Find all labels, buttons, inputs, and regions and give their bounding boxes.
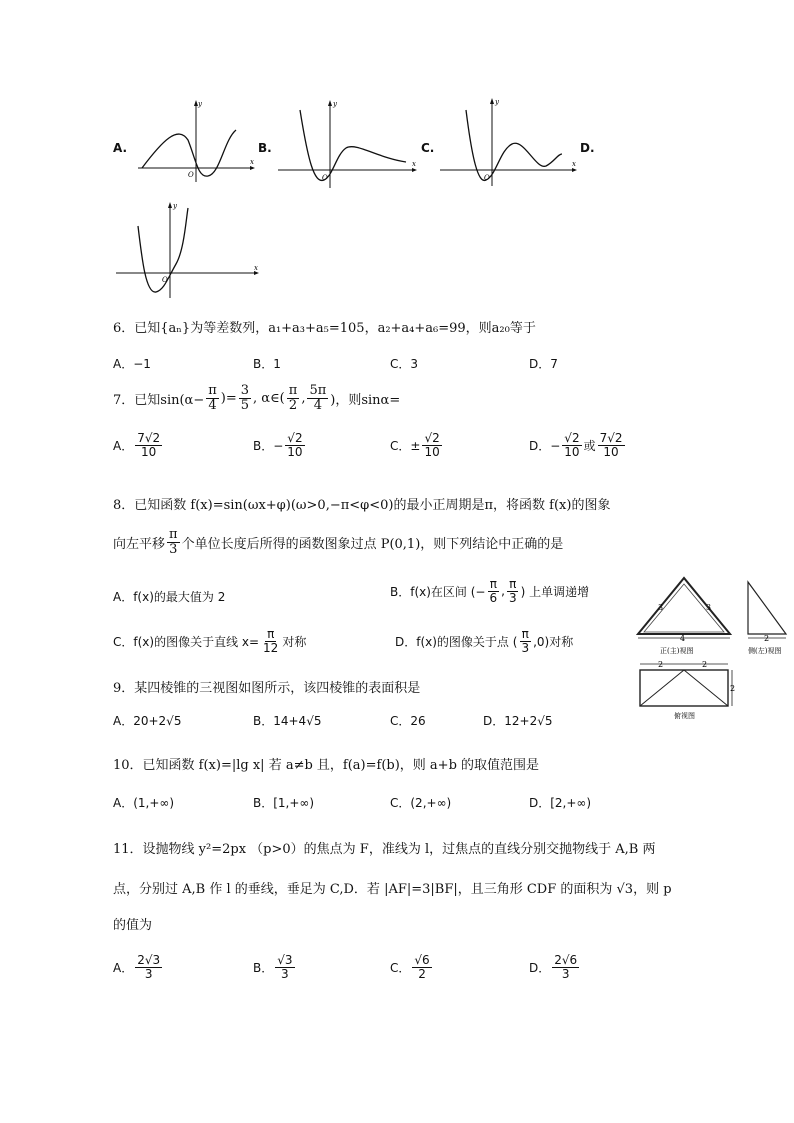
graph-b-y-label: y [333,100,337,108]
q7-prefix: 7．已知sin(α− [113,392,205,408]
q6-option-b: B．1 [253,357,281,371]
graph-option-d-label: D. [580,141,595,155]
q8-option-d: D．f(x)的图像关于点 ( $\frac{\pi}{3}$ ,0)对称 [395,627,574,655]
side-view [748,582,786,655]
graph-option-c-label: C. [421,141,435,155]
q8-line2: 向左平移 $\frac{\pi}{3}$ 个单位长度后所得的函数图象过点 P(0,1)，则下列结论中正确的是 [113,527,564,557]
graph-d-origin: O [162,276,168,284]
q10-option-b: B．[1,+∞) [253,796,315,810]
q7-option-d: D．− $\frac{√2}{10}$ 或 $\frac{7√2}{10}$ [529,431,623,459]
graph-a-y-label: y [198,100,202,108]
q7-mid3: , [301,390,306,406]
top-dim-2-right: 2 [702,660,708,669]
graph-c-y-label: y [495,98,499,106]
q7-frac-3-over-5: $\frac{3}{5}$ [240,383,250,413]
q8-option-c: C．f(x)的图像关于直线 x= $\frac{\pi}{12}$ 对称 [113,627,307,655]
q10-option-d: D．[2,+∞) [529,796,592,810]
graph-d [114,200,264,300]
graph-b [278,100,418,190]
q10-option-a: A．(1,+∞) [113,796,175,810]
q9-stem: 9．某四棱锥的三视图如图所示，该四棱锥的表面积是 [113,681,421,696]
front-view [638,578,730,655]
top-view-label: 俯视图 [674,712,695,720]
graph-a-x-label: x [250,158,254,166]
q7-option-b: B．− $\frac{√2}{10}$ [253,431,303,459]
q11-line2: 点，分别过 A,B 作 l 的垂线，垂足为 C,D．若 |AF|=3|BF|，且三角形 CDF 的面积为 √3，则 p [113,882,672,897]
q7-stem [113,384,400,412]
q6-stem: 6．已知{aₙ}为等差数列，a₁+a₃+a₅=105，a₂+a₄+a₆=99，则a₂₀等于 [113,321,536,336]
side-view-label: 侧(左)视图 [748,647,782,655]
q8-line1: 8．已知函数 f(x)=sin(ωx+φ)(ω>0,−π<φ<0)的最小正周期是π，将函数 f(x)的图象 [113,498,611,513]
q11-line1: 11．设抛物线 y²=2px （p>0）的焦点为 F，准线为 l，过焦点的直线分别交抛物线于 A,B 两 [113,842,656,857]
q7-suffix: )，则sinα= [330,392,401,408]
q8-option-b: B．f(x)在区间 (− $\frac{\pi}{6}$ , $\frac{\pi}{3}$ ) 上单调递增 [390,577,590,605]
q7-option-c: C．± $\frac{√2}{10}$ [390,431,440,459]
q6-option-d: D．7 [529,357,558,371]
graph-a-origin: O [188,171,194,179]
q11-option-c: C． $\frac{√6}{2}$ [390,953,430,981]
q7-mid2: , α∈( [253,390,285,406]
q7-option-a: A． $\frac{7√2}{10}$ [113,431,161,459]
front-dim-3-right: 3 [706,603,712,612]
q10-option-c: C．(2,+∞) [390,796,452,810]
graph-b-x-label: x [412,160,416,168]
graph-c [440,98,578,188]
q11-option-d: D． $\frac{2√6}{3}$ [529,953,578,981]
top-view [640,660,735,720]
graph-c-x-label: x [572,160,576,168]
graph-option-a-label: A. [113,141,128,155]
graph-d-y-label: y [173,202,177,210]
graph-a [138,100,256,182]
q6-option-a: A．−1 [113,357,151,371]
q10-stem: 10．已知函数 f(x)=|lg x| 若 a≠b 且，f(a)=f(b)，则 a+b 的取值范围是 [113,758,540,773]
q9-option-a: A．20+2√5 [113,714,182,728]
q7-frac-5pi-over-4: $\frac{5\pi}{4}$ [309,383,327,413]
q11-option-b: B． $\frac{√3}{3}$ [253,953,293,981]
graph-d-x-label: x [254,264,258,272]
graph-c-origin: O [484,174,490,182]
q8-option-a: A．f(x)的最大值为 2 [113,590,226,604]
front-dim-3-left: 3 [658,603,664,612]
top-dim-2-left: 2 [658,660,664,669]
q7-frac-pi-over-2: $\frac{\pi}{2}$ [288,383,298,413]
side-dim-2: 2 [764,634,770,643]
q7-mid1: )= [220,390,237,406]
graph-b-origin: O [322,174,328,182]
q9-option-b: B．14+4√5 [253,714,322,728]
q7-frac-pi-over-4: $\frac{\pi}{4}$ [208,383,217,413]
q11-option-a: A． $\frac{2√3}{3}$ [113,953,161,981]
three-view-figure [634,574,794,726]
q9-option-c: C．26 [390,714,426,728]
front-dim-4: 4 [680,634,686,643]
top-dim-2-height: 2 [730,684,736,693]
graph-option-b-label: B. [258,141,272,155]
front-view-label: 正(主)视图 [660,647,694,655]
q9-option-d: D．12+2√5 [483,714,553,728]
q6-option-c: C．3 [390,357,419,371]
q11-line3: 的值为 [113,918,153,933]
